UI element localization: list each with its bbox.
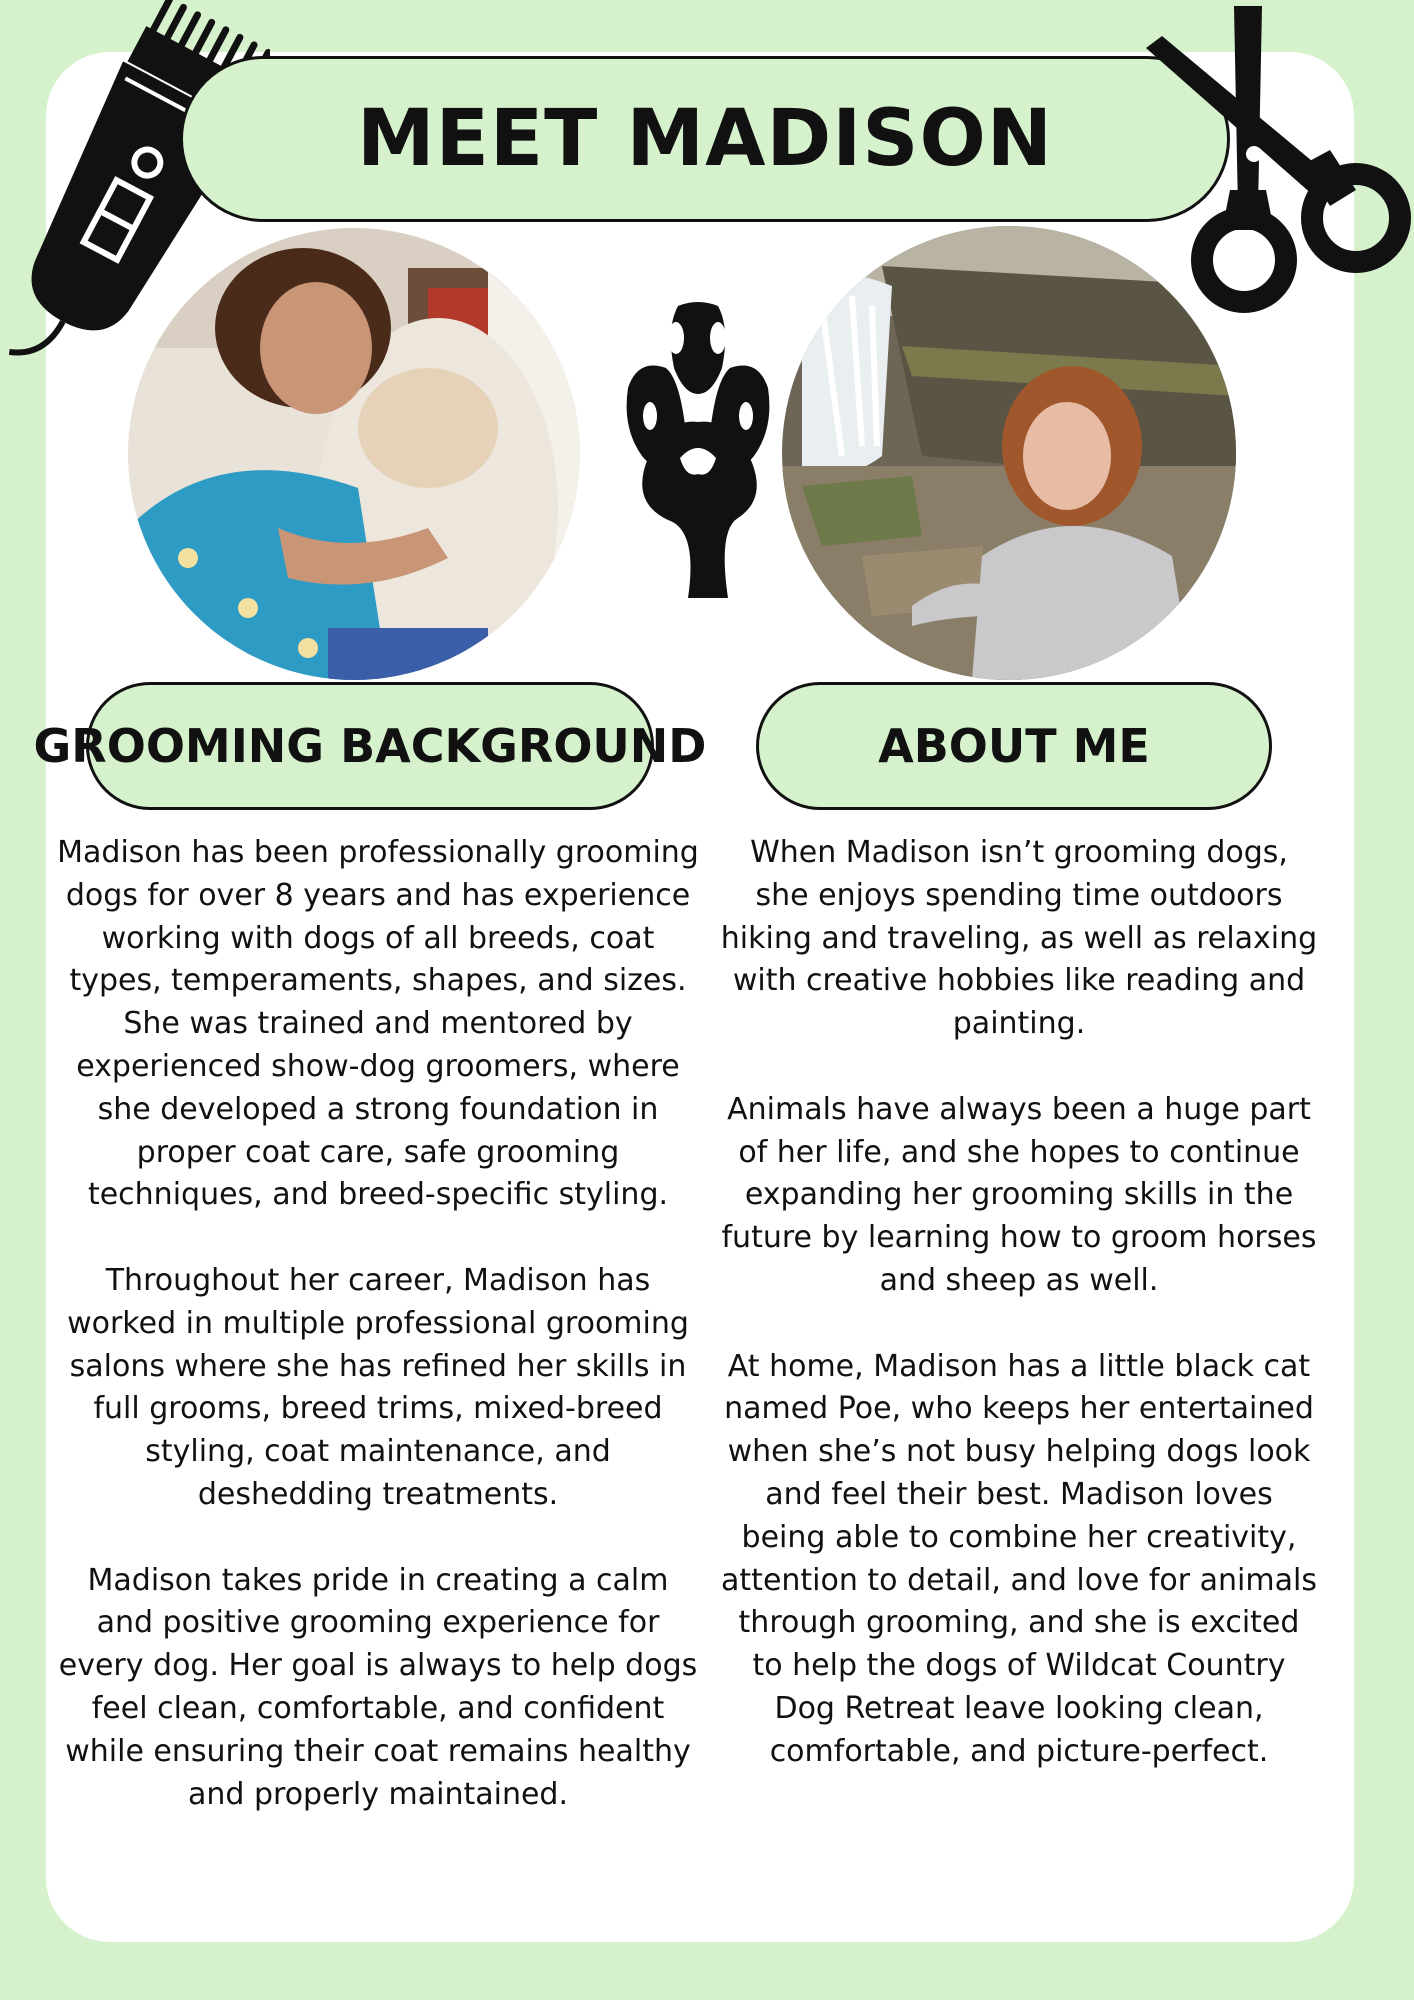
about-paragraph: Animals have always been a huge part of her life, and she hopes to continue expanding her grooming skills in the future by learning how to groom horses and sheep as well. [721,1091,1317,1298]
about-heading: ABOUT ME [878,719,1150,773]
grooming-paragraph: Throughout her career, Madison has worked in multiple professional grooming salons where she has refined her skills in full grooms, breed trims, mixed-breed styling, coat maintenance, and deshedding treatments. [67,1262,689,1512]
about-paragraph: When Madison isn’t grooming dogs, she enjoys spending time outdoors hiking and traveling, as well as relaxing with creative hobbies like reading and painting. [720,835,1318,1042]
about-photo [782,226,1236,680]
about-paragraph: At home, Madison has a little black cat named Poe, who keeps her entertained when she’s not busy helping dogs look and feel their best. Madison loves being able to combine her creativity, attention to detail, and love for animals through grooming, and she is excited to help the dogs of Wildcat Country Dog Retreat leave looking clean, comfortable, and picture-perfect. [721,1348,1317,1769]
grooming-paragraph: Madison takes pride in creating a calm and positive grooming experience for every dog. Her goal is always to help dogs feel clean, comfortable, and confident while ensuring their coat remains healthy and properly maintained. [58,1562,698,1812]
grooming-heading-pill [33,682,707,810]
title-banner [180,56,1230,222]
paw-print-icon [618,298,778,608]
page-title: MEET MADISON [356,94,1054,184]
about-heading-pill [756,682,1272,810]
grooming-paragraph: Madison has been professionally grooming dogs for over 8 years and has experience working with dogs of all breeds, coat types, temperaments, shapes, and sizes. She was trained and mentored by experienced show-dog groomers, where she developed a strong foundation in proper coat care, safe grooming techniques, and breed-specific styling. [57,835,699,1213]
about-text [720,832,1318,1816]
grooming-photo [128,228,580,680]
scissors-icon [1134,0,1414,340]
grooming-heading: GROOMING BACKGROUND [33,719,707,773]
grooming-text [56,832,700,1859]
